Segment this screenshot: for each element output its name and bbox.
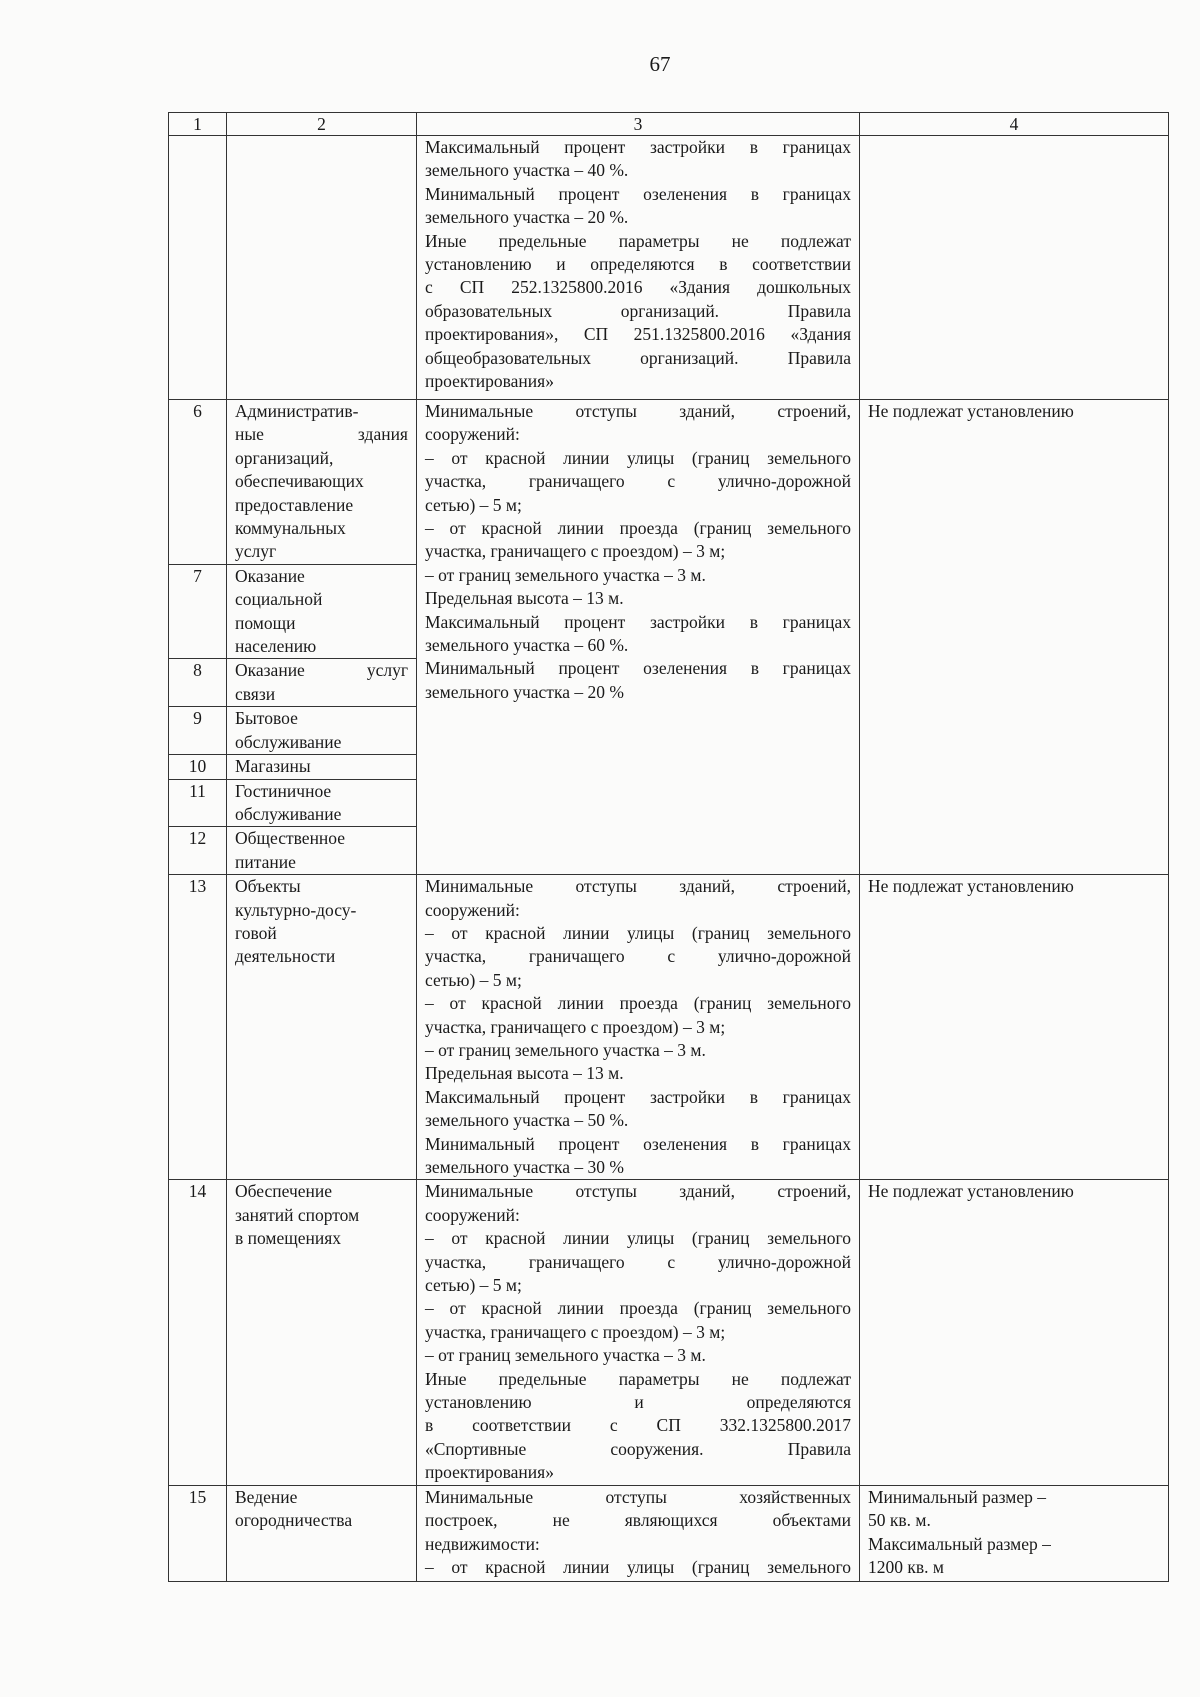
text-line: деятельности [235, 946, 336, 967]
parameter-text-line: сетью) – 5 м; [425, 1275, 522, 1296]
parameter-text-line: земельного участка – 50 %. [425, 1110, 629, 1131]
text-line: обслуживание [235, 803, 342, 824]
use-name-cell [227, 136, 417, 400]
lot-size-cell: Не подлежат установлению [860, 1180, 1169, 1485]
parameter-text-line: Предельная высота – 13 м. [425, 1063, 624, 1084]
use-name-cell [227, 400, 417, 565]
parameter-text-line: общеобразовательных организаций. Правила [425, 347, 851, 368]
row-number-cell: 15 [169, 1485, 227, 1581]
header-cell: 4 [860, 113, 1169, 136]
text-line: огородничества [235, 1510, 353, 1531]
table-row-14 [169, 1180, 1169, 1485]
parameter-text-line: построек, не являющихся объектами [425, 1510, 851, 1531]
parameter-text-line: земельного участка – 30 % [425, 1157, 624, 1177]
parameter-text-line: Максимальный процент застройки в границах [425, 137, 851, 157]
text-line: Объекты [235, 876, 301, 897]
parameter-text-line: – от красной линии проезда (границ земельного [425, 993, 851, 1014]
lot-size-cell: Не подлежат установлению [860, 875, 1169, 1180]
use-name-cell [227, 1485, 417, 1581]
table-row-6 [169, 400, 1169, 565]
text-line: услуг [235, 541, 277, 562]
parameter-text-line: Минимальные отступы зданий, строений, [425, 401, 851, 421]
parameter-text-line: – от красной линии улицы (границ земельного [425, 922, 851, 943]
text-line: обеспечивающих [235, 471, 364, 492]
parameter-text-line: Максимальный процент застройки в границах [425, 1086, 851, 1107]
parameter-text-line: сооружений: [425, 424, 520, 445]
text-line: ные здания [235, 424, 408, 445]
row-number-cell: 13 [169, 875, 227, 1180]
use-name-cell [227, 1180, 417, 1485]
parameter-text-line: «Спортивные сооружения. Правила [425, 1438, 851, 1459]
table-header-row [169, 113, 1169, 136]
parameter-text-line: Минимальный процент озеленения в границах [425, 658, 851, 679]
text-line: Максимальный размер – [868, 1533, 1051, 1554]
row-number-cell: 12 [169, 827, 227, 875]
parameter-text-line: Минимальные отступы зданий, строений, [425, 876, 851, 897]
text-line: Минимальный размер – [868, 1486, 1047, 1507]
parameter-text-line: – от красной линии улицы (границ земельного [425, 447, 851, 468]
parameter-text-line: с СП 252.1325800.2016 «Здания дошкольных [425, 277, 851, 298]
text-line: питание [235, 851, 296, 872]
lot-size-cell: Не подлежат установлению [860, 400, 1169, 875]
parameter-text-line: земельного участка – 40 %. [425, 160, 629, 181]
row-number-cell: 8 [169, 659, 227, 707]
lot-size-cell [860, 136, 1169, 400]
parameter-text-line: – от границ земельного участка – 3 м. [425, 564, 706, 585]
text-line: говой [235, 922, 277, 943]
text-line: Бытовое [235, 708, 298, 729]
use-name-cell [227, 707, 417, 755]
row-number-cell: 9 [169, 707, 227, 755]
text-line: Административ- [235, 401, 359, 421]
header-cell: 3 [417, 113, 860, 136]
text-line: 1200 кв. м [868, 1556, 944, 1577]
table-row-15 [169, 1485, 1169, 1581]
text-line: социальной [235, 589, 323, 610]
parameter-text-line: земельного участка – 20 % [425, 681, 624, 702]
parameter-text-line: Иные предельные параметры не подлежат [425, 1368, 851, 1389]
use-name-cell [227, 827, 417, 875]
parameter-text-line: участка, граничащего с проездом) – 3 м; [425, 541, 726, 562]
text-line: занятий спортом [235, 1204, 360, 1225]
parameter-text-line: недвижимости: [425, 1533, 540, 1554]
parameter-text-line: – от красной линии проезда (границ земельного [425, 518, 851, 539]
parameter-text-line: – от красной линии улицы (границ земельного [425, 1556, 851, 1577]
parameter-text-line: сетью) – 5 м; [425, 494, 522, 515]
text-line: коммунальных [235, 518, 346, 539]
parameter-text-line: участка, граничащего с улично-дорожной [425, 1251, 851, 1272]
parameters-cell [417, 1180, 860, 1485]
use-name-cell [227, 779, 417, 827]
table-row-13 [169, 875, 1169, 1180]
use-name-cell [227, 755, 417, 779]
parameter-text-line: участка, граничащего с проездом) – 3 м; [425, 1321, 726, 1342]
text-line: Ведение [235, 1486, 298, 1507]
text-line: в помещениях [235, 1228, 342, 1249]
text-line: Оказание [235, 565, 305, 586]
text-line: обслуживание [235, 731, 342, 752]
table-row-continued [169, 136, 1169, 400]
parameter-text-line: – от красной линии улицы (границ земельного [425, 1228, 851, 1249]
text-line: населению [235, 636, 317, 657]
parameter-text-line: Иные предельные параметры не подлежат [425, 230, 851, 251]
text-line: Обеспечение [235, 1181, 333, 1202]
text-line: Гостиничное [235, 780, 332, 801]
parameter-text-line: проектирования» [425, 1462, 554, 1483]
parameters-cell [417, 1485, 860, 1581]
lot-size-cell [860, 1485, 1169, 1581]
parameter-text-line: Минимальные отступы зданий, строений, [425, 1181, 851, 1202]
header-cell: 1 [169, 113, 227, 136]
regulations-table [168, 112, 1169, 1582]
parameter-text-line: участка, граничащего с улично-дорожной [425, 471, 851, 492]
row-number-cell: 14 [169, 1180, 227, 1485]
use-name-cell [227, 564, 417, 659]
parameter-text-line: Минимальный процент озеленения в границах [425, 1133, 851, 1154]
parameter-text-line: Минимальные отступы хозяйственных [425, 1486, 851, 1507]
text-line: Оказание услуг [235, 660, 408, 681]
row-number-cell: 10 [169, 755, 227, 779]
parameter-text-line: установлению и определяются [425, 1392, 851, 1413]
text-line: 50 кв. м. [868, 1510, 931, 1531]
parameter-text-line: проектирования», СП 251.1325800.2016 «Здания [425, 324, 851, 345]
header-cell: 2 [227, 113, 417, 136]
row-number-cell: 7 [169, 564, 227, 659]
parameter-text-line: сетью) – 5 м; [425, 969, 522, 990]
parameter-text-line: Предельная высота – 13 м. [425, 588, 624, 609]
parameter-text-line: земельного участка – 60 %. [425, 635, 629, 656]
parameters-cell [417, 875, 860, 1180]
parameter-text-line: Минимальный процент озеленения в границах [425, 183, 851, 204]
row-number-cell: 11 [169, 779, 227, 827]
parameter-text-line: земельного участка – 20 %. [425, 207, 629, 228]
parameter-text-line: – от границ земельного участка – 3 м. [425, 1039, 706, 1060]
text-line: Общественное [235, 828, 346, 849]
parameter-text-line: установлению и определяются в соответствии [425, 254, 851, 275]
parameter-text-line: в соответствии с СП 332.1325800.2017 [425, 1415, 851, 1436]
use-name-cell [227, 659, 417, 707]
parameter-text-line: – от границ земельного участка – 3 м. [425, 1345, 706, 1366]
row-number-cell [169, 136, 227, 400]
parameter-text-line: образовательных организаций. Правила [425, 300, 851, 321]
parameter-text-line: Максимальный процент застройки в границах [425, 611, 851, 632]
parameter-text-line: проектирования» [425, 371, 554, 392]
parameter-text-line: участка, граничащего с улично-дорожной [425, 946, 851, 967]
text-line: организаций, [235, 447, 334, 468]
parameter-text-line: участка, граничащего с проездом) – 3 м; [425, 1016, 726, 1037]
text-line: Магазины [235, 756, 311, 777]
parameter-text-line: сооружений: [425, 1204, 520, 1225]
table-group-6-12 [169, 400, 1169, 875]
parameters-cell [417, 136, 860, 400]
page-number: 67 [649, 52, 671, 76]
text-line: связи [235, 683, 276, 704]
use-name-cell [227, 875, 417, 1180]
text-line: предоставление [235, 494, 354, 515]
parameter-text-line: сооружений: [425, 899, 520, 920]
row-number-cell: 6 [169, 400, 227, 565]
parameter-text-line: – от красной линии проезда (границ земельного [425, 1298, 851, 1319]
text-line: помощи [235, 612, 296, 633]
parameters-cell [417, 400, 860, 875]
text-line: культурно-досу- [235, 899, 357, 920]
